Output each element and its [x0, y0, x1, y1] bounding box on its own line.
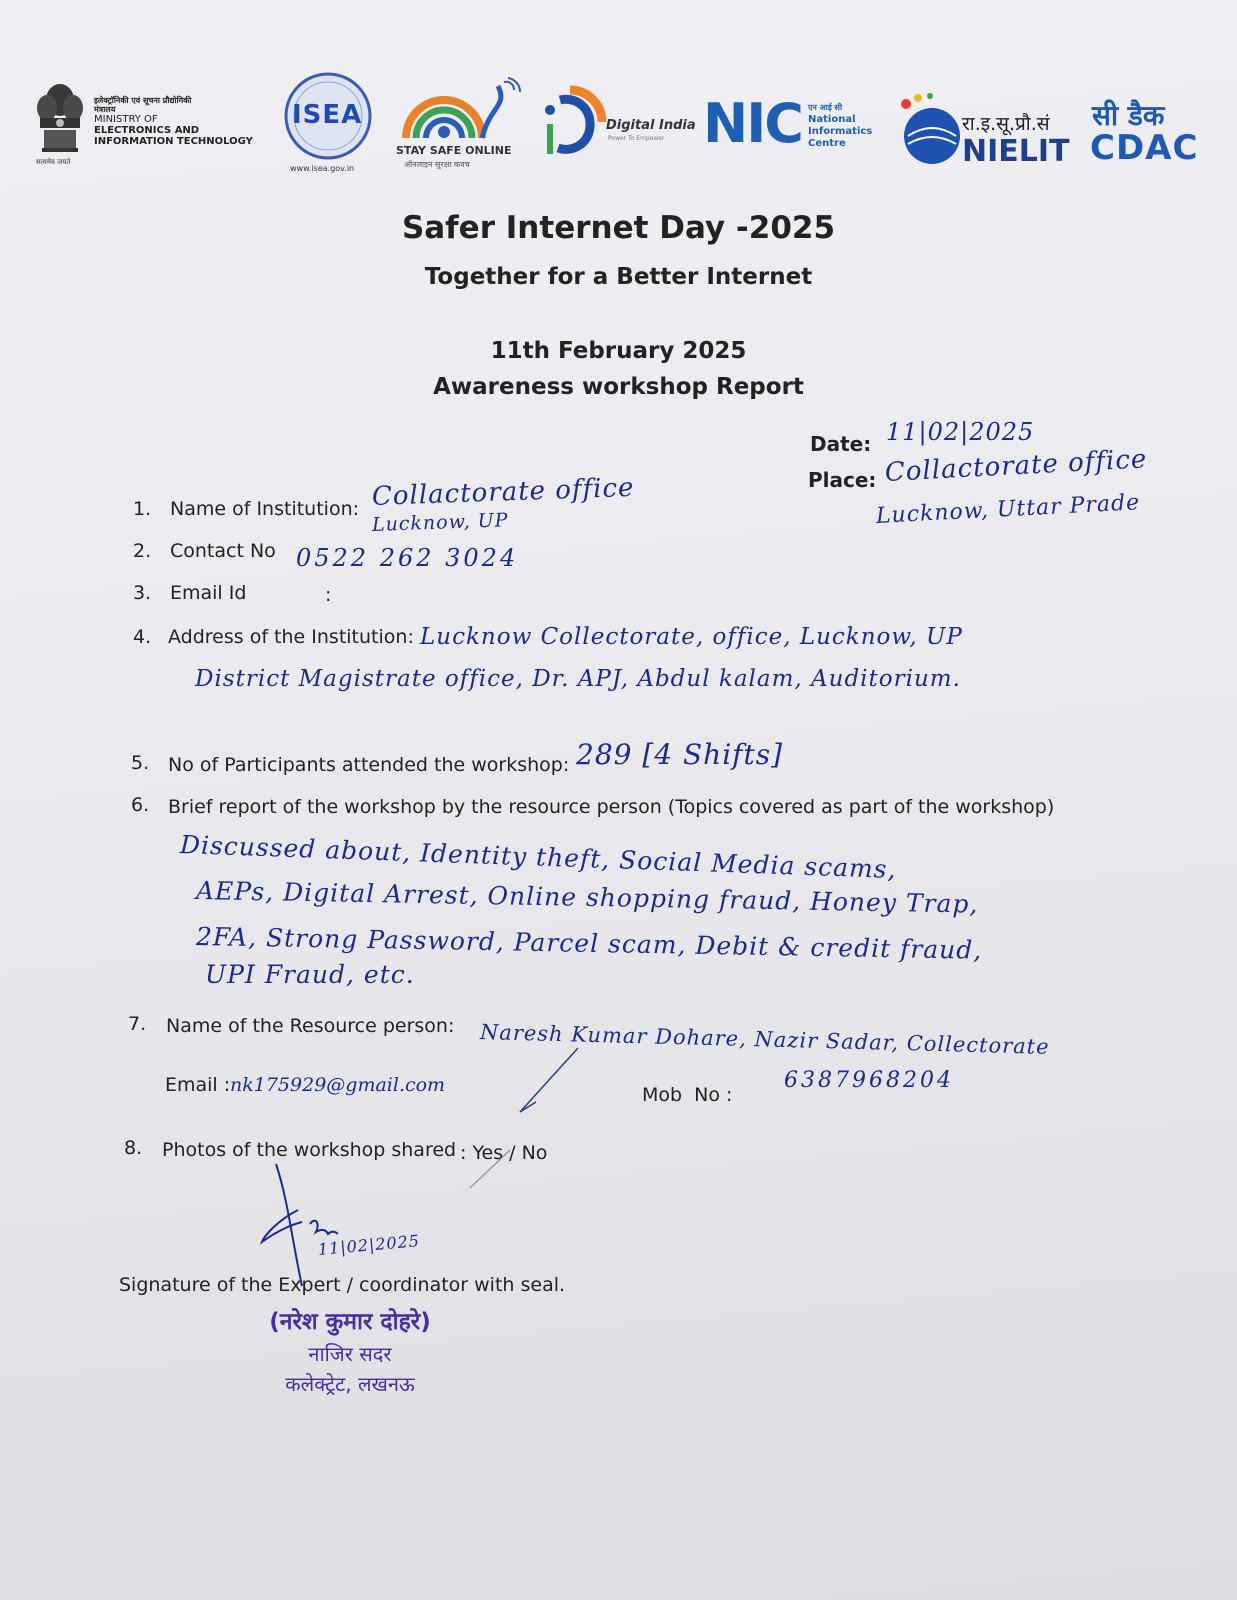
address-label: Address of the Institution: [168, 626, 414, 648]
field-number: 4. [133, 626, 152, 648]
report-line: 2FA, Strong Password, Parcel scam, Debit & credit fraud, [195, 922, 983, 965]
page-subtitle: Together for a Better Internet [424, 264, 813, 290]
institution-name-value: Collactorate office [371, 472, 635, 512]
meity-logo-text: इलेक्ट्रॉनिकी एवं सूचना प्रौद्योगिकी मंत्रालय MINISTRY OF ELECTRONICS AND INFORMATION TECHNOLOGY [94, 96, 253, 147]
pen-mark [440, 1040, 600, 1190]
seal-office: कलेक्ट्रेट, लखनऊ [285, 1372, 415, 1396]
stay-safe-online-logo-icon [398, 76, 523, 146]
field-number: 1. [133, 498, 152, 520]
nielit-globe-icon [896, 90, 968, 172]
place-label: Place: [808, 468, 877, 492]
digital-india-logo-icon [540, 84, 610, 160]
page-title: Safer Internet Day -2025 [401, 210, 836, 246]
field-number: 3. [133, 582, 152, 604]
field-number: 2. [133, 540, 152, 562]
stay-safe-online-text: STAY SAFE ONLINE [396, 144, 512, 157]
nielit-hindi: रा.इ.सू.प्रौ.सं [962, 113, 1050, 135]
address-value-line1: Lucknow Collectorate, office, Lucknow, UP [420, 624, 963, 650]
resource-person-value: Naresh Kumar Dohare, Nazir Sadar, Collectorate [479, 1020, 1050, 1059]
nic-logo-label: एन आई सी National Informatics Centre [808, 103, 873, 149]
institution-name-value-line2: Lucknow, UP [371, 509, 509, 536]
institution-name-label: Name of Institution: [170, 498, 360, 520]
isea-logo-text: ISEA [292, 100, 363, 130]
resource-email-label: Email : [165, 1074, 231, 1096]
photos-shared-label: Photos of the workshop shared [162, 1139, 457, 1161]
date-label: Date: [810, 432, 872, 456]
resource-email-value: nk175929@gmail.com [230, 1074, 446, 1096]
report-line: Discussed about, Identity theft, Social Media scams, [179, 830, 898, 885]
emblem-caption: सत्यमेव जयते [36, 158, 71, 166]
address-value-line2: District Magistrate office, Dr. APJ, Abdul kalam, Auditorium. [195, 666, 961, 692]
signature-caption: Signature of the Expert / coordinator with seal. [119, 1274, 566, 1296]
mobile-no-value: 6387968204 [784, 1068, 954, 1093]
field-number: 7. [128, 1013, 147, 1035]
stay-safe-online-hindi: ऑनलाइन सुरक्षा कवच [404, 160, 470, 169]
cdac-hindi: सी डैक [1092, 99, 1165, 132]
report-line: UPI Fraud, etc. [205, 960, 415, 989]
report-heading: Awareness workshop Report [433, 374, 804, 400]
digital-india-text: Digital India [606, 118, 696, 133]
brief-report-label: Brief report of the workshop by the resource person (Topics covered as part of the workshop) [168, 796, 1055, 818]
digital-india-tagline: Power To Empower [608, 135, 665, 142]
resource-person-label: Name of the Resource person: [166, 1015, 455, 1037]
cdac-logo-text: CDAC [1090, 128, 1199, 168]
nielit-logo-text: NIELIT [962, 134, 1070, 169]
participants-label: No of Participants attended the workshop: [168, 754, 570, 776]
email-id-colon: : [325, 584, 332, 606]
seal-name: (नरेश कुमार दोहरे) [269, 1309, 431, 1335]
national-emblem-icon [30, 78, 90, 168]
event-date-heading: 11th February 2025 [490, 338, 747, 364]
isea-url: www.isea.gov.in [290, 164, 355, 173]
email-id-label: Email Id [170, 582, 247, 604]
contact-no-label: Contact No [170, 540, 276, 562]
contact-no-value: 0522 262 3024 [296, 544, 519, 572]
signature-date: 11|02|2025 [317, 1231, 421, 1259]
field-number: 6. [131, 794, 150, 816]
mobile-no-label: Mob No : [642, 1084, 733, 1106]
place-value-line1: Collactorate office [884, 444, 1148, 488]
field-number: 5. [131, 752, 150, 774]
seal-designation: नाजिर सदर [308, 1342, 392, 1366]
place-value-line2: Lucknow, Uttar Prade [875, 490, 1141, 529]
handwritten-signature [258, 1160, 378, 1290]
field-number: 8. [124, 1137, 143, 1159]
participants-value: 289 [4 Shifts] [576, 738, 784, 771]
nic-logo-text: NIC [703, 92, 802, 155]
photos-shared-options: : Yes / No [460, 1142, 548, 1164]
report-line: AEPs, Digital Arrest, Online shopping fraud, Honey Trap, [195, 876, 979, 919]
date-value: 11|02|2025 [886, 418, 1035, 446]
